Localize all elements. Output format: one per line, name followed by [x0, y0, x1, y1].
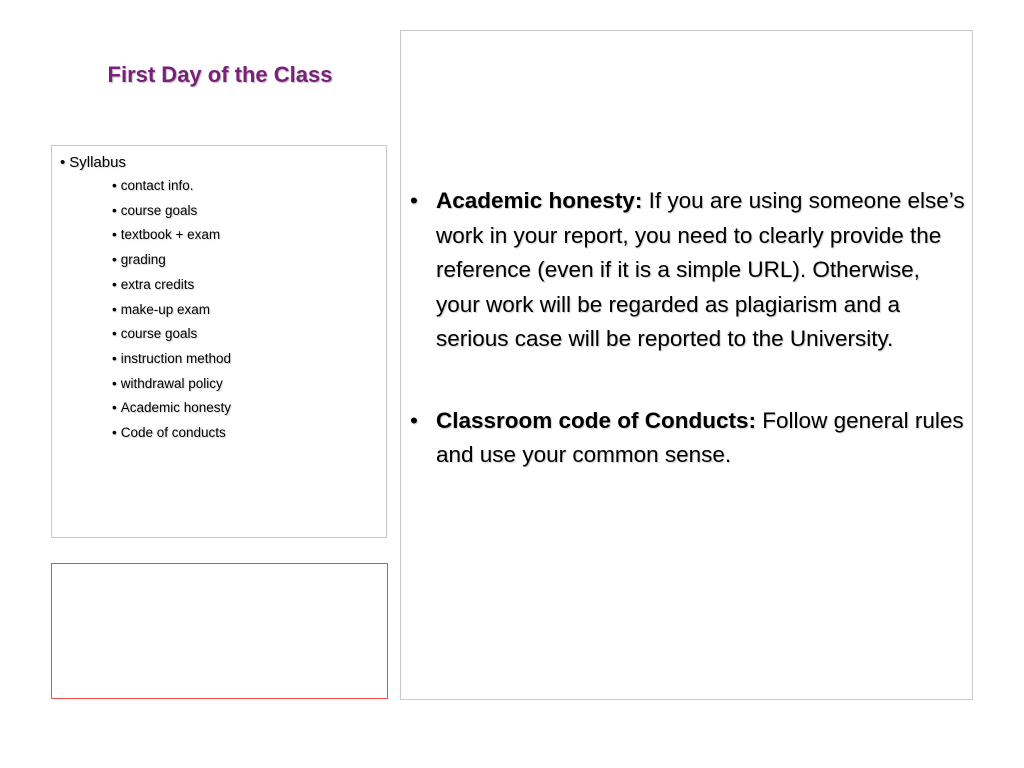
syllabus-heading-item	[60, 152, 386, 174]
bullet-icon: •	[410, 407, 418, 433]
list-item	[112, 372, 386, 397]
policy-text: If you are using someone else’s work in your report, you need to clearly provide the reference (even if it is a simple URL). Otherwise, your work will be regarded as plagiarism and a serious case will be reported to the University.	[436, 188, 965, 351]
bullet-icon: •	[112, 425, 117, 441]
list-item	[112, 273, 386, 298]
bullet-icon: •	[112, 326, 117, 342]
list-item	[112, 298, 386, 323]
bullet-icon: •	[410, 188, 418, 213]
list-item	[112, 421, 386, 446]
bullet-icon: •	[60, 154, 66, 171]
bullet-icon: •	[112, 202, 117, 218]
syllabus-heading: Syllabus	[69, 154, 126, 171]
syllabus-list	[60, 174, 386, 446]
syllabus-item-label: withdrawal policy	[120, 375, 223, 391]
policy-text: Follow general rules and use your common sense.	[436, 407, 964, 467]
syllabus-item-label: course goals	[120, 326, 198, 342]
policy-item-academic-honesty	[408, 184, 968, 357]
bullet-icon: •	[112, 350, 117, 366]
syllabus-item-label: extra credits	[120, 276, 195, 292]
syllabus-item-label: contact info.	[120, 178, 194, 193]
bullet-icon: •	[112, 252, 117, 268]
syllabus-item-label: Academic honesty	[120, 400, 232, 416]
syllabus-item-label: make-up exam	[120, 301, 211, 317]
syllabus-item-label: instruction method	[120, 350, 232, 366]
policy-lead: Academic honesty:	[436, 188, 643, 213]
bullet-icon: •	[112, 178, 117, 193]
bullet-icon: •	[112, 400, 117, 416]
bullet-icon: •	[112, 276, 117, 292]
syllabus-box	[51, 145, 387, 538]
syllabus-item-label: course goals	[120, 202, 198, 218]
policy-item-classroom-conduct	[408, 404, 968, 473]
syllabus-item-label: grading	[120, 252, 166, 268]
bullet-icon: •	[112, 227, 117, 243]
empty-red-box	[51, 563, 388, 699]
list-item	[112, 223, 386, 248]
bullet-icon: •	[112, 375, 117, 391]
list-item	[112, 322, 386, 347]
syllabus-item-label: textbook + exam	[120, 227, 221, 243]
slide-title: First Day of the Class	[107, 62, 333, 87]
list-item	[112, 199, 386, 224]
list-item	[112, 248, 386, 273]
list-item	[112, 396, 386, 421]
list-item	[112, 174, 386, 199]
policies-list	[408, 184, 968, 520]
syllabus-item-label: Code of conducts	[120, 425, 226, 441]
policy-lead: Classroom code of Conducts:	[436, 407, 757, 433]
list-item	[112, 347, 386, 372]
bullet-icon: •	[112, 301, 117, 317]
